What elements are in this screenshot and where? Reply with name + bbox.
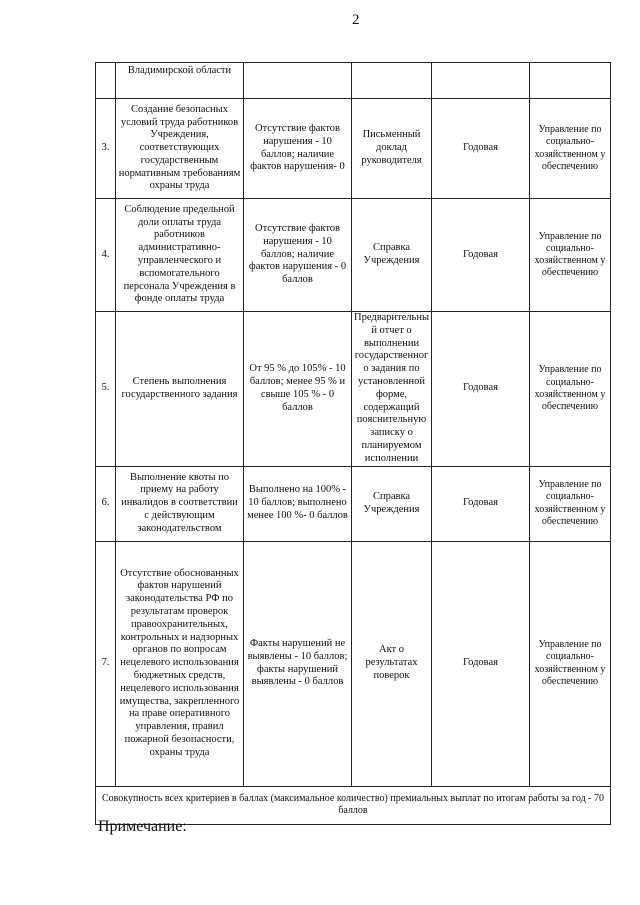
- responsible-cell: [530, 63, 611, 99]
- table-row: [96, 466, 611, 541]
- table-row: [96, 312, 611, 467]
- form-cell: [352, 63, 432, 99]
- row-number-cell: 7.: [96, 541, 116, 786]
- criterion-cell: Отсутствие обоснованных фактов нарушений законодательства РФ по результатам проверок правоохранительных, контрольных и надзорных органов по вопросам нецелевого использования бюджетных средств, нецелевого использования имущества, закрепленного на праве оперативного управления, правил пожарной безопасности, охраны труда: [116, 541, 244, 786]
- row-number-cell: [96, 63, 116, 99]
- form-cell: Акт о результатах поверок: [352, 541, 432, 786]
- form-cell: Справка Учреждения: [352, 199, 432, 312]
- period-cell: Годовая: [432, 541, 530, 786]
- period-cell: Годовая: [432, 466, 530, 541]
- row-number-cell: 4.: [96, 199, 116, 312]
- criterion-cell: Степень выполнения государственного задания: [116, 312, 244, 467]
- period-cell: Годовая: [432, 312, 530, 467]
- criteria-table: [95, 62, 611, 825]
- period-cell: [432, 63, 530, 99]
- responsible-cell: Управление по социально-хозяйственном у обеспечению: [530, 99, 611, 199]
- row-number-cell: 5.: [96, 312, 116, 467]
- responsible-cell: Управление по социально-хозяйственном у обеспечению: [530, 312, 611, 467]
- indicator-cell: [244, 63, 352, 99]
- responsible-cell: Управление по социально-хозяйственном у обеспечению: [530, 541, 611, 786]
- form-cell: Справка Учреждения: [352, 466, 432, 541]
- responsible-cell: Управление по социально-хозяйственном у обеспечению: [530, 199, 611, 312]
- indicator-cell: Выполнено на 100% - 10 баллов; выполнено менее 100 %- 0 баллов: [244, 466, 352, 541]
- indicator-cell: Отсутствие фактов нарушения - 10 баллов; наличие фактов нарушения - 0 баллов: [244, 199, 352, 312]
- responsible-cell: Управление по социально-хозяйственном у обеспечению: [530, 466, 611, 541]
- period-cell: Годовая: [432, 99, 530, 199]
- criterion-cell: Выполнение квоты по приему на работу инвалидов в соответствии с действующим законодательством: [116, 466, 244, 541]
- form-cell: Предварительный отчет о выполнении государственного задания по установленной форме, содержащий пояснительную записку о планируемом исполнении: [352, 312, 432, 467]
- note-label: Примечание:: [98, 818, 187, 835]
- period-cell: Годовая: [432, 199, 530, 312]
- table-row: [96, 63, 611, 99]
- form-cell: Письменный доклад руководителя: [352, 99, 432, 199]
- indicator-cell: Факты нарушений не выявлены - 10 баллов; факты нарушений выявлены - 0 баллов: [244, 541, 352, 786]
- total-score-cell: Совокупность всех критериев в баллах (максимальное количество) премиальных выплат по итогам работы за год - 70 баллов: [96, 786, 611, 824]
- criterion-cell: Владимирской области: [116, 63, 244, 99]
- indicator-cell: Отсутствие фактов нарушения - 10 баллов; наличие фактов нарушения- 0: [244, 99, 352, 199]
- row-number-cell: 3.: [96, 99, 116, 199]
- indicator-cell: От 95 % до 105% - 10 баллов; менее 95 % и свыше 105 % - 0 баллов: [244, 312, 352, 467]
- table-row: [96, 199, 611, 312]
- page-number: 2: [352, 12, 360, 28]
- criterion-cell: Соблюдение предельной доли оплаты труда работников административно-управленческого и вспомогательного персонала Учреждения в фонде оплаты труда: [116, 199, 244, 312]
- table-row: [96, 99, 611, 199]
- row-number-cell: 6.: [96, 466, 116, 541]
- table-row: [96, 541, 611, 786]
- criterion-cell: Создание безопасных условий труда работников Учреждения, соответствующих государственным нормативным требованиям охраны труда: [116, 99, 244, 199]
